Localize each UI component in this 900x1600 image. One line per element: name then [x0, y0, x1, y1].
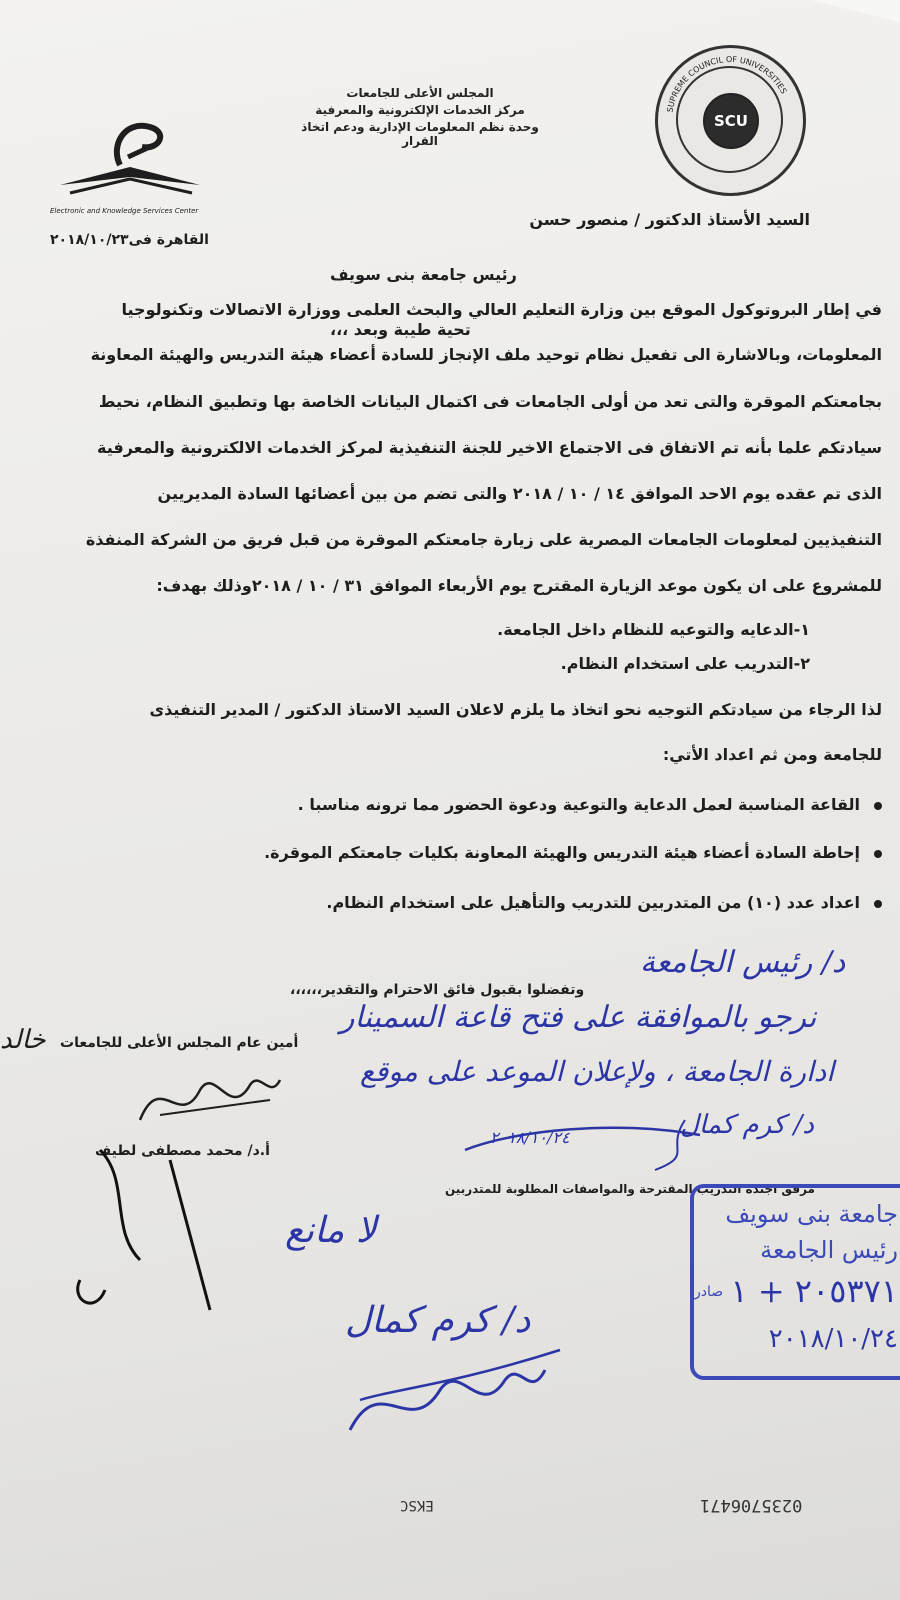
incoming-stamp	[690, 1184, 900, 1380]
bullet-dot	[874, 850, 882, 858]
bullet-text: اعداد عدد (١٠) من المتدربين للتدريب والتأهيل على استخدام النظام.	[326, 893, 860, 912]
signatory-signature	[120, 1060, 290, 1140]
fax-id: EKSC	[400, 1497, 434, 1513]
stamp-date: ٢٠١٨/١٠/٢٤	[768, 1324, 898, 1354]
handwritten-left-margin: خالد	[0, 1025, 46, 1055]
stamp-line-2: رئيس الجامعة	[760, 1236, 898, 1264]
fax-number: 0235706471	[700, 1495, 803, 1515]
bullet-item-1	[298, 795, 882, 814]
council-name: المجلس الأعلى للجامعات	[346, 86, 494, 100]
bullet-item-3	[326, 893, 882, 912]
handwritten-note-2: د/ كرم كمال	[345, 1300, 531, 1341]
body-line: سيادتكم علما بأنه تم الاتفاق فى الاجتماع الاخير للجنة التنفيذية لمركز الخدمات الالكترونية والمعرفية	[97, 438, 882, 457]
attachment-note: مرفق اجندة التدريب المقترحة والمواصفات المطلوبة للمتدربين	[445, 1182, 815, 1196]
body-line: بجامعتكم الموقرة والتى تعد من أولى الجامعات فى اكتمال البيانات الخاصة بها وتطبيق النظام، نحيط	[98, 392, 882, 411]
handwritten-line-1: د/ رئيس الجامعة	[640, 945, 846, 980]
scu-seal	[655, 45, 806, 196]
eksc-logo-icon	[50, 105, 210, 205]
svg-text:SUPREME COUNCIL OF UNIVERSITIE: SUPREME COUNCIL OF UNIVERSITIES	[665, 54, 789, 114]
body-line: الذى تم عقده يوم الاحد الموافق ١٤ / ١٠ / ٢٠١٨ والتى تضم من بين أعضائها السادة المديريين	[157, 484, 882, 503]
eksc-logo	[50, 105, 210, 215]
stamp-line-1: جامعة بنى سويف	[725, 1200, 898, 1228]
center-name: مركز الخدمات الإلكترونية والمعرفية	[315, 103, 525, 117]
letter-date: القاهرة فى٢٠١٨/١٠/٢٣	[50, 232, 209, 248]
body-line: المعلومات، وبالاشارة الى تفعيل نظام توحيد ملف الإنجاز للسادة أعضاء هيئة التدريس والهيئة المعاونة	[90, 345, 882, 364]
body-line: في إطار البروتوكول الموقع بين وزارة التعليم العالي والبحث العلمى ووزارة الاتصالات وتكنولوجيا	[121, 300, 882, 319]
handwritten-signer: د/ كرم كمال	[680, 1110, 814, 1140]
signatory-name: أ.د/ محمد مصطفى لطيف	[95, 1143, 270, 1159]
folded-corner	[810, 0, 900, 22]
handwritten-large-signature	[330, 1330, 580, 1450]
handwritten-line-2: نرجو بالموافقة على فتح قاعة السمينار	[340, 1000, 817, 1035]
marker-strokes	[60, 1140, 230, 1340]
body-line: للمشروع على ان يكون موعد الزيارة المقترح يوم الأربعاء الموافق ٣١ / ١٠ / ٢٠١٨وذلك بهدف:	[156, 576, 882, 595]
recipient-line-2: رئيس جامعة بنى سويف	[330, 265, 517, 284]
greeting: تحية طيبة وبعد ،،،	[330, 320, 471, 339]
closing-line: وتفضلوا بقبول فائق الاحترام والتقدير،،،،،،	[290, 982, 585, 998]
seal-core: SCU	[703, 93, 759, 149]
bullet-item-2	[264, 843, 882, 862]
numbered-item-1: ١-الدعايه والتوعيه للنظام داخل الجامعة.	[497, 620, 810, 639]
stamp-number: ٢٠٥٣٧١ + ١	[730, 1272, 898, 1310]
signatory-title: أمين عام المجلس الأعلى للجامعات	[60, 1035, 299, 1051]
bullet-text: القاعة المناسبة لعمل الدعاية والتوعية ودعوة الحضور مما ترونه مناسبا .	[297, 795, 860, 814]
handwritten-line-3: ادارة الجامعة ، ولإعلان الموعد على موقع	[360, 1055, 834, 1088]
request-line: للجامعة ومن ثم اعداد الأتي:	[662, 745, 882, 764]
header-text-block	[290, 86, 550, 148]
body-line: التنفيذيين لمعلومات الجامعات المصرية على زيارة جامعتكم الموقرة من قبل فريق من الشركة المنفذة	[85, 530, 882, 549]
handwritten-note-1: لا مانع	[285, 1210, 377, 1251]
eksc-logo-caption: Electronic and Knowledge Services Center	[50, 207, 199, 215]
bullet-dot	[874, 900, 882, 908]
bullet-dot	[874, 802, 882, 810]
handwritten-date: ٢٠١٨/١٠/٢٤	[490, 1128, 570, 1147]
unit-name: وحدة نظم المعلومات الإدارية ودعم اتخاذ القرار	[301, 120, 539, 148]
request-line: لذا الرجاء من سيادتكم التوجيه نحو اتخاذ ما يلزم لاعلان السيد الاستاذ الدكتور / المدير التنفيذى	[149, 700, 882, 719]
bullet-text: إحاطة السادة أعضاء هيئة التدريس والهيئة المعاونة بكليات جامعتكم الموقرة.	[264, 843, 860, 862]
numbered-item-2: ٢-التدريب على استخدام النظام.	[560, 654, 810, 673]
stamp-number-label: صادر	[694, 1284, 724, 1300]
recipient-line-1: السيد الأستاذ الدكتور / منصور حسن	[529, 210, 810, 229]
